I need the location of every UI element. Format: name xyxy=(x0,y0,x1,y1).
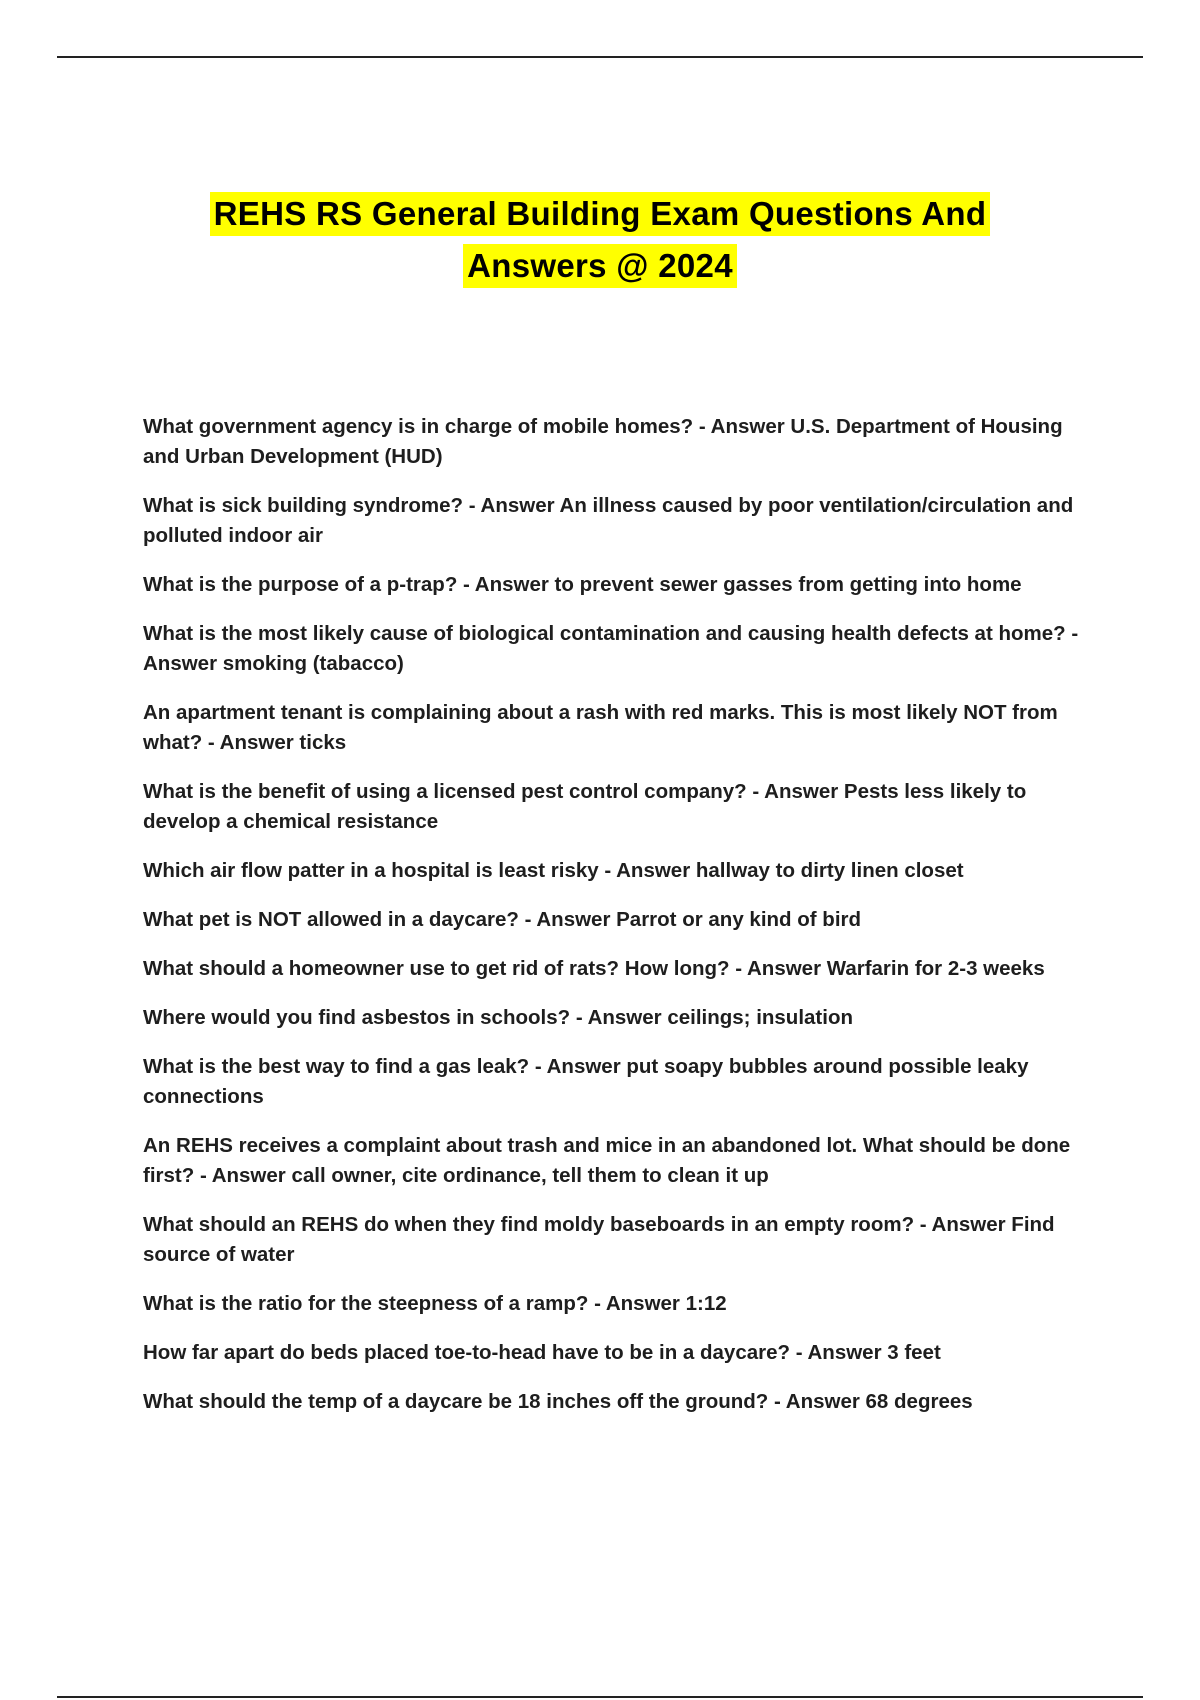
qa-item: How far apart do beds placed toe-to-head have to be in a daycare? - Answer 3 feet xyxy=(143,1341,941,1364)
qa-item: What should a homeowner use to get rid of rats? How long? - Answer Warfarin for 2-3 weeks xyxy=(143,957,1045,980)
title-line-2: Answers @ 2024 xyxy=(463,244,737,288)
bottom-divider xyxy=(57,1696,1143,1698)
qa-list xyxy=(143,412,1103,1436)
top-divider xyxy=(57,56,1143,58)
qa-item: What pet is NOT allowed in a daycare? - Answer Parrot or any kind of bird xyxy=(143,908,862,931)
qa-item: What is the ratio for the steepness of a ramp? - Answer 1:12 xyxy=(143,1292,727,1315)
qa-item: What is the most likely cause of biological contamination and causing health defects at home? - Answer smoking (tabacco) xyxy=(143,622,1079,675)
qa-item: What is sick building syndrome? - Answer An illness caused by poor ventilation/circulation and polluted indoor air xyxy=(143,494,1074,547)
document-title xyxy=(0,192,1200,296)
title-line-1: REHS RS General Building Exam Questions And xyxy=(210,192,991,236)
qa-item: What should the temp of a daycare be 18 inches off the ground? - Answer 68 degrees xyxy=(143,1390,973,1413)
qa-item: What should an REHS do when they find moldy baseboards in an empty room? - Answer Find source of water xyxy=(143,1213,1055,1266)
qa-item: An apartment tenant is complaining about a rash with red marks. This is most likely NOT from what? - Answer ticks xyxy=(143,701,1058,754)
qa-item: An REHS receives a complaint about trash and mice in an abandoned lot. What should be done first? - Answer call owner, cite ordinance, tell them to clean it up xyxy=(143,1134,1071,1187)
qa-item: Which air flow patter in a hospital is least risky - Answer hallway to dirty linen closet xyxy=(143,859,964,882)
qa-item: What government agency is in charge of mobile homes? - Answer U.S. Department of Housing and Urban Development (HUD) xyxy=(143,415,1063,468)
qa-item: Where would you find asbestos in schools? - Answer ceilings; insulation xyxy=(143,1006,853,1029)
qa-item: What is the purpose of a p-trap? - Answer to prevent sewer gasses from getting into home xyxy=(143,573,1022,596)
qa-item: What is the best way to find a gas leak? - Answer put soapy bubbles around possible leaky connections xyxy=(143,1055,1029,1108)
qa-item: What is the benefit of using a licensed pest control company? - Answer Pests less likely to develop a chemical resistance xyxy=(143,780,1027,833)
